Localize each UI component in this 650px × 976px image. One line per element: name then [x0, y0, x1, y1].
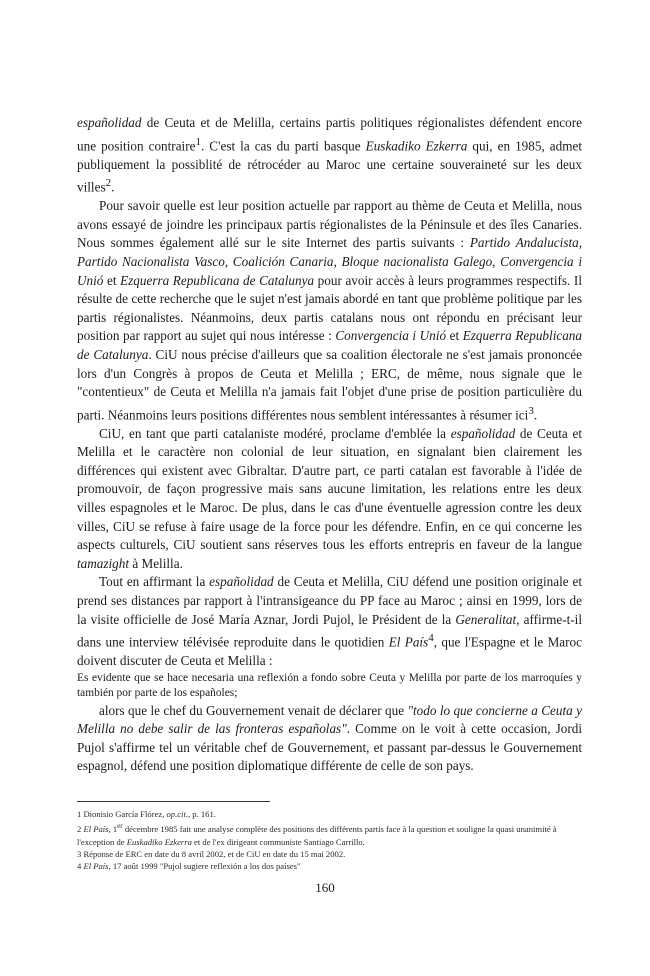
text-run: , affirme-t-il dans une interview télévisée reproduite dans le quotidien	[77, 611, 582, 650]
text-run: , que l'Espagne et le Maroc doivent discuter de Ceuta et Melilla :	[77, 634, 582, 669]
italic-text: Convergencia i Unió	[335, 328, 447, 344]
text-run: 2	[77, 824, 84, 835]
text-run: décembre 1985 fait une analyse complète des positions des différents partis face à la question et souligne la quasi unanimité à l'exception de	[77, 824, 557, 847]
body-text	[77, 114, 582, 776]
text-run: , 1	[108, 824, 118, 835]
footnote-marker: 1	[195, 135, 201, 148]
text-run: 1 Dionisio García Flórez,	[77, 809, 167, 819]
footnote	[77, 860, 582, 872]
italic-text: Partido Andalucista, Partido Nacionalista Vasco, Coalición Canaria, Bloque nacionalista Galego, Convergencia i Unió	[77, 235, 583, 288]
footnote-marker: er	[117, 822, 123, 831]
text-run: . C'est la cas du parti basque	[200, 137, 366, 153]
text-run: et	[446, 328, 463, 344]
text-run: de Ceuta et de Melilla, certains partis politiques régionalistes défendent encore une position contraire	[77, 115, 582, 153]
page-number: 160	[315, 880, 335, 895]
text-run: Tout en affirmant la	[99, 574, 210, 590]
italic-text: El País	[83, 861, 109, 872]
text-run: Pour savoir quelle est leur position actuelle par rapport au thème de Ceuta et Melilla, nous avons essayé de joindre les principaux partis régionalistes de la Péninsule et des îles Canaries. Nous sommes également allé sur le site Internet des partis suivants :	[77, 198, 582, 251]
text-run: CiU, en tant que parti catalaniste modéré, proclame d'emblée la	[99, 425, 451, 441]
italic-text: españolidad	[77, 115, 142, 130]
text-run: et de l'ex dirigeant communiste Santiago Carrillo.	[191, 836, 365, 847]
footnote	[77, 808, 582, 820]
text-run: 4	[77, 861, 84, 872]
italic-text: Ezquerra Republicana de Catalunya	[77, 328, 582, 362]
paragraph	[77, 573, 582, 670]
italic-text: Generalitat	[455, 611, 517, 627]
text-run: pour avoir accès à leurs programmes respectifs. Il résulte de cette recherche que le sujet n'est jamais abordé en tant que problème politique par les partis régionalistes. Néanmoins, deux partis catalans nous ont répondu en précisant leur position par rapport au sujet qui nous intéresse :	[77, 272, 582, 344]
text-run: alors que le chef du Gouvernement venait de déclarer que	[99, 702, 408, 718]
block-quote: Es evidente que se hace necesaria una reflexión a fondo sobre Ceuta y Melilla por parte de los marroquíes y también por parte de los españoles;	[77, 671, 582, 700]
paragraph	[77, 425, 582, 574]
text-run: et	[103, 272, 121, 288]
italic-text: op.cit.	[166, 809, 188, 819]
footnote	[77, 848, 582, 860]
text-run: , p. 161.	[187, 809, 216, 819]
footnote	[77, 820, 582, 848]
footnotes	[77, 808, 582, 873]
italic-text: El País	[83, 824, 109, 835]
italic-text: Euskadiko Ezkerra	[126, 836, 192, 847]
text-run: à Melilla.	[129, 555, 183, 571]
text-run: qui, en 1985, admet publiquement la possiblité de rétrocéder au Maroc une certaine souveraineté sur les deux villes	[77, 137, 582, 195]
text-run: .	[111, 179, 115, 195]
text-run: .	[533, 407, 538, 423]
text-run: , 17 août 1999 "Pujol sugiere reflexión a los dos países"	[108, 861, 301, 872]
text-run: . Comme on le voit à cette occasion, Jordi Pujol s'affirme tel un véritable chef de Gouvernement, et passant par-dessus le Gouvernement espagnol, défend une position diplomatique différente de celle de son pays.	[77, 721, 582, 774]
text-run: . CiU nous précise d'ailleurs que sa coalition électorale ne s'est jamais prononcée lors d'un Congrès à propos de Ceuta et Melilla ; ERC, de même, nous signale que le "contentieux" de Ceuta et Melilla n'a jamais fait l'objet d'une prise de position particulière du parti. Néanmoins leurs positions différentes nous semblent intéressantes à résumer ici	[77, 346, 582, 423]
paragraph	[77, 114, 582, 197]
footnote-divider	[77, 801, 270, 802]
text-run: de Ceuta et Melilla, CiU défend une position originale et prend ses distances par rapport à l'intransigeance du PP face au Maroc ; ainsi en 1999, lors de la visite officielle de José María Aznar, Jordi Pujol, le Président de la	[77, 574, 582, 627]
text-run: 3 Réponse de ERC en date du 8 avril 2002, et de CiU en date du 15 mai 2002.	[77, 849, 346, 860]
paragraph	[77, 702, 582, 776]
paragraph	[77, 197, 582, 425]
italic-text: tamazight	[77, 555, 130, 571]
italic-text: Ezquerra Republicana de Catalunya	[120, 272, 315, 288]
italic-text: "todo lo que concierne a Ceuta y Melilla no debe salir de las fronteras españolas"	[77, 702, 582, 737]
footnote-marker: 2	[105, 177, 112, 190]
italic-text: El País	[388, 634, 429, 650]
footnote-marker: 4	[428, 632, 434, 645]
italic-text: españolidad	[209, 574, 274, 590]
text-run: de Ceuta et Melilla et le caractère non colonial de leur situation, en signalant bien clairement les différences qui existent avec Gibraltar. D'autre part, ce parti catalan est favorable à l'idée de promouvoir, de façon progressive mais sans aucune limitation, les relations entre les deux villes espagnoles et le Maroc. De plus, dans le cas d'une éventuelle agression contre les deux villes, CiU se refuse à faire usage de la force pour les défendre. Enfin, en ce qui concerne les aspects culturels, CiU soutient sans réserves tous les efforts entrepris en faveur de la langue	[77, 425, 582, 553]
italic-text: españolidad	[450, 425, 516, 441]
italic-text: Euskadiko Ezkerra	[365, 137, 468, 153]
footnote-marker: 3	[528, 404, 534, 417]
